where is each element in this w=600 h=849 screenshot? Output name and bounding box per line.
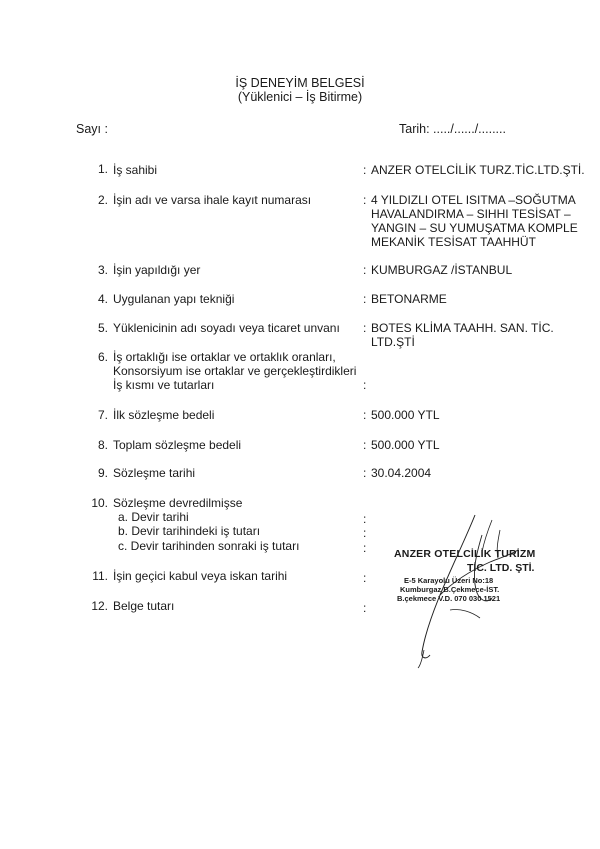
item-label: İşin adı ve varsa ihale kayıt numarası <box>113 193 312 207</box>
item-value: BETONARME <box>371 292 447 306</box>
item-colon: : <box>363 321 367 335</box>
item-value-line: 4 YILDIZLI OTEL ISITMA –SOĞUTMA <box>371 193 576 207</box>
item-label: Uygulanan yapı tekniği <box>113 292 235 306</box>
item-value: 30.04.2004 <box>371 466 432 480</box>
item-colon: : <box>363 263 367 277</box>
item-colon: : <box>363 292 367 306</box>
item-label: Yüklenicinin adı soyadı veya ticaret unvanı <box>113 321 340 335</box>
sayi-label: Sayı : <box>76 122 108 136</box>
item-label: İşin yapıldığı yer <box>113 263 201 277</box>
item-colon: : <box>363 541 367 555</box>
stamp-line: B.çekmece V.D. 070 030 1521 <box>397 594 501 603</box>
item-value: BOTES KLİMA TAAHH. SAN. TİC. LTD.ŞTİ <box>371 321 554 349</box>
item-colon: : <box>363 438 367 452</box>
item-number: 1. <box>97 162 108 176</box>
item-number: 2. <box>97 193 108 207</box>
item-colon: : <box>363 163 367 177</box>
item-value-line: YANGIN – SU YUMUŞATMA KOMPLE <box>371 221 578 235</box>
item-label: Sözleşme tarihi <box>113 466 196 480</box>
stamp-line: E-5 Karayolu Üzeri No:18 <box>404 576 494 585</box>
item-number: 9. <box>97 466 108 480</box>
item-colon: : <box>363 408 367 422</box>
item-number: 12. <box>91 599 108 613</box>
item-label: Toplam sözleşme bedeli <box>113 438 242 452</box>
item-value <box>371 193 596 249</box>
item-number: 8. <box>97 438 108 452</box>
stamp-line: ANZER OTELCİLİK TURİZM <box>394 548 536 560</box>
item-value-line: HAVALANDIRMA – SIHHI TESİSAT – <box>371 207 571 221</box>
item-label-line: İş ortaklığı ise ortaklar ve ortaklık oranları, <box>113 350 336 364</box>
subitem-label: a. Devir tarihi <box>118 510 189 524</box>
item-number: 3. <box>97 263 108 277</box>
subitem-label: b. Devir tarihindeki iş tutarı <box>118 524 261 538</box>
item-colon: : <box>363 571 367 585</box>
item-colon: : <box>363 378 367 392</box>
item-label <box>113 350 363 392</box>
item-label-line: Konsorsiyum ise ortaklar ve gerçekleştirdikleri <box>113 364 357 378</box>
item-label: Belge tutarı <box>113 599 175 613</box>
item-colon: : <box>363 466 367 480</box>
item-colon: : <box>363 193 367 207</box>
item-label: Sözleşme devredilmişse <box>113 496 243 510</box>
item-number: 4. <box>97 292 108 306</box>
item-value-line: MEKANİK TESİSAT TAAHHÜT <box>371 235 536 249</box>
stamp-line: TİC. LTD. ŞTİ. <box>467 562 535 574</box>
item-value: 500.000 YTL <box>371 438 440 452</box>
item-colon: : <box>363 526 367 540</box>
item-label-line: İş kısmı ve tutarları <box>113 378 215 392</box>
item-number: 6. <box>97 350 108 364</box>
item-number: 5. <box>97 321 108 335</box>
tarih-label: Tarih: ...../....../........ <box>399 122 506 136</box>
item-value: 500.000 YTL <box>371 408 440 422</box>
item-number: 10. <box>91 496 108 510</box>
item-label: İşin geçici kabul veya iskan tarihi <box>113 569 288 583</box>
signature-icon <box>380 500 540 670</box>
item-label: İlk sözleşme bedeli <box>113 408 215 422</box>
item-colon: : <box>363 512 367 526</box>
item-number: 7. <box>97 408 108 422</box>
document-subtitle: (Yüklenici – İş Bitirme) <box>237 90 363 104</box>
item-number: 11. <box>92 569 108 583</box>
item-colon: : <box>363 601 367 615</box>
stamp-line: Kumburgaz B.Çekmece-İST. <box>400 585 500 594</box>
item-value: KUMBURGAZ /İSTANBUL <box>371 263 513 277</box>
item-value: ANZER OTELCİLİK TURZ.TİC.LTD.ŞTİ. <box>371 163 585 177</box>
subitem-label: c. Devir tarihinden sonraki iş tutarı <box>118 539 300 553</box>
document-title: İŞ DENEYİM BELGESİ <box>235 76 365 90</box>
item-label: İş sahibi <box>113 163 158 177</box>
